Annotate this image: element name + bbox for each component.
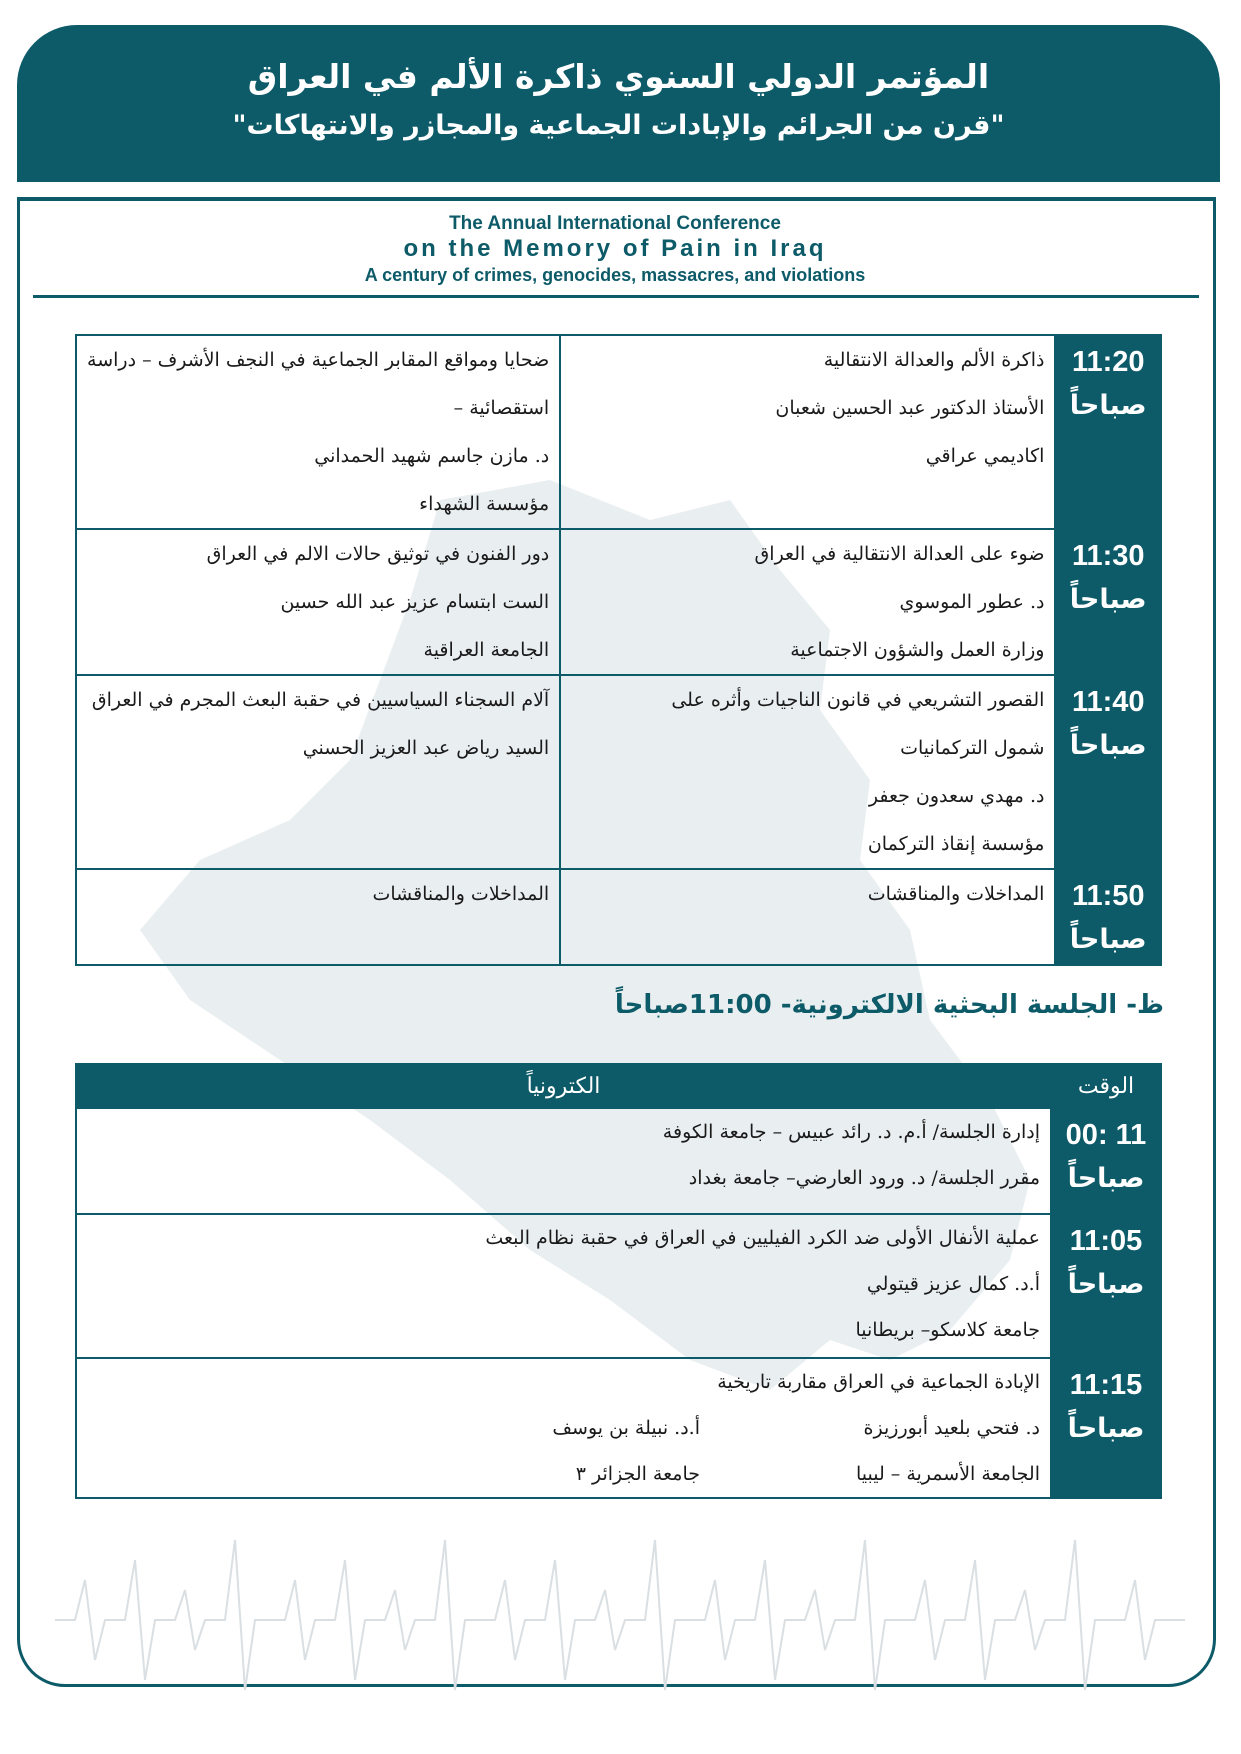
speaker-column [410, 1405, 750, 1497]
time-cell [1055, 529, 1161, 675]
talk-line: الإبادة الجماعية في العراق مقاربة تاريخية [717, 1371, 1040, 1393]
table-row [76, 1108, 1161, 1214]
session-heading: ظ- الجلسة البحثية الالكترونية- 11:00صباحاً [614, 990, 1164, 1020]
table-row [76, 1358, 1161, 1498]
header-banner [17, 25, 1220, 182]
talk-cell [76, 1108, 1051, 1214]
talk-line: جامعة كلاسكو– بريطانيا [855, 1319, 1040, 1341]
talk-line: د. مازن جاسم شهيد الحمداني [314, 445, 550, 467]
talk-line: دور الفنون في توثيق حالات الالم في العراق [206, 543, 550, 565]
table-row [76, 869, 1161, 965]
ampm-label: صباحاً [1067, 1269, 1145, 1300]
english-title-line2: on the Memory of Pain in Iraq [403, 235, 827, 262]
ampm-label: صباحاً [1069, 924, 1147, 955]
talk-line: إدارة الجلسة/ أ.م. د. رائد عبيس – جامعة الكوفة [662, 1121, 1040, 1143]
ampm-label: صباحاً [1069, 390, 1147, 421]
talk-line: استقصائية – [453, 397, 550, 419]
talk-line: الجامعة الأسمرية – ليبيا [855, 1463, 1040, 1485]
talk-cell [560, 869, 1055, 965]
english-title-block [30, 212, 1200, 288]
talk-line: مؤسسة الشهداء [419, 493, 550, 515]
talk-line: عملية الأنفال الأولى ضد الكرد الفيليين في العراق في حقبة نظام البعث [485, 1227, 1040, 1249]
speaker-column [750, 1405, 1050, 1497]
talk-line: اكاديمي عراقي [925, 445, 1045, 467]
ecg-line-decoration-icon [55, 1500, 1185, 1700]
english-title-line1: The Annual International Conference [449, 213, 781, 234]
talk-line: ضوء على العدالة الانتقالية في العراق [754, 543, 1045, 565]
talk-line: المداخلات والمناقشات [867, 883, 1045, 905]
time-label: 11:50 [1071, 880, 1145, 912]
english-title-line3: A century of crimes, genocides, massacres, and violations [364, 265, 866, 285]
talk-cell [76, 529, 560, 675]
talk-cell [560, 335, 1055, 529]
time-label: 11:20 [1071, 346, 1145, 378]
time-label: 11:05 [1069, 1225, 1143, 1257]
talk-line: الجامعة العراقية [423, 639, 550, 661]
talk-cell [76, 675, 560, 869]
time-label: 11:30 [1071, 540, 1145, 572]
talk-line: القصور التشريعي في قانون الناجيات وأثره على [671, 689, 1045, 711]
schedule-table-2 [75, 1063, 1162, 1499]
talk-cell [76, 1214, 1051, 1358]
talk-line: شمول التركمانيات [900, 737, 1045, 759]
table-header-row [76, 1064, 1161, 1108]
talk-line: آلام السجناء السياسيين في حقبة البعث المجرم في العراق [91, 689, 550, 711]
time-cell [1055, 869, 1161, 965]
talk-line: وزارة العمل والشؤون الاجتماعية [790, 639, 1045, 661]
speakers-columns [77, 1405, 1050, 1497]
header-content: الكترونياً [76, 1064, 1051, 1108]
schedule-table-1 [75, 334, 1162, 966]
time-cell [1051, 1108, 1161, 1214]
time-label: 11:40 [1071, 686, 1145, 718]
time-label: 11:15 [1069, 1369, 1143, 1401]
header-time: الوقت [1051, 1064, 1161, 1108]
talk-line: د. مهدي سعدون جعفر [868, 785, 1045, 807]
ampm-label: صباحاً [1067, 1163, 1145, 1194]
talk-line: جامعة الجزائر ٣ [575, 1463, 700, 1485]
time-label: 11 :00 [1065, 1119, 1147, 1151]
table-row [76, 1214, 1161, 1358]
talk-line: الست ابتسام عزيز عبد الله حسين [280, 591, 550, 613]
divider [33, 295, 1199, 298]
time-cell [1051, 1214, 1161, 1358]
talk-cell [560, 675, 1055, 869]
talk-line: السيد رياض عبد العزيز الحسني [302, 737, 550, 759]
talk-cell [76, 335, 560, 529]
ampm-label: صباحاً [1069, 584, 1147, 615]
talk-line: ضحايا ومواقع المقابر الجماعية في النجف الأشرف – دراسة [87, 349, 550, 371]
talk-line: مقرر الجلسة/ د. ورود العارضي– جامعة بغداد [688, 1167, 1040, 1189]
talk-line: أ.د. نبيلة بن يوسف [552, 1417, 700, 1439]
ampm-label: صباحاً [1069, 730, 1147, 761]
table-row [76, 529, 1161, 675]
conference-title-ar: المؤتمر الدولي السنوي ذاكرة الألم في العراق [247, 57, 990, 96]
table-row [76, 335, 1161, 529]
talk-cell [76, 869, 560, 965]
talk-line: ذاكرة الألم والعدالة الانتقالية [823, 349, 1045, 371]
talk-line: د. عطور الموسوي [899, 591, 1045, 613]
time-cell [1055, 675, 1161, 869]
ampm-label: صباحاً [1067, 1413, 1145, 1444]
conference-subtitle-ar: "قرن من الجرائم والإبادات الجماعية والمجازر والانتهاكات" [232, 110, 1005, 141]
time-cell [1051, 1358, 1161, 1498]
talk-line: المداخلات والمناقشات [372, 883, 550, 905]
talk-line: مؤسسة إنقاذ التركمان [867, 833, 1045, 855]
talk-line: د. فتحي بلعيد أبورزيزة [863, 1417, 1040, 1439]
talk-line: أ.د. كمال عزيز قيتولي [866, 1273, 1040, 1295]
talk-line: الأستاذ الدكتور عبد الحسين شعبان [775, 397, 1045, 419]
table-row [76, 675, 1161, 869]
talk-cell [76, 1358, 1051, 1498]
time-cell [1055, 335, 1161, 529]
talk-cell [560, 529, 1055, 675]
